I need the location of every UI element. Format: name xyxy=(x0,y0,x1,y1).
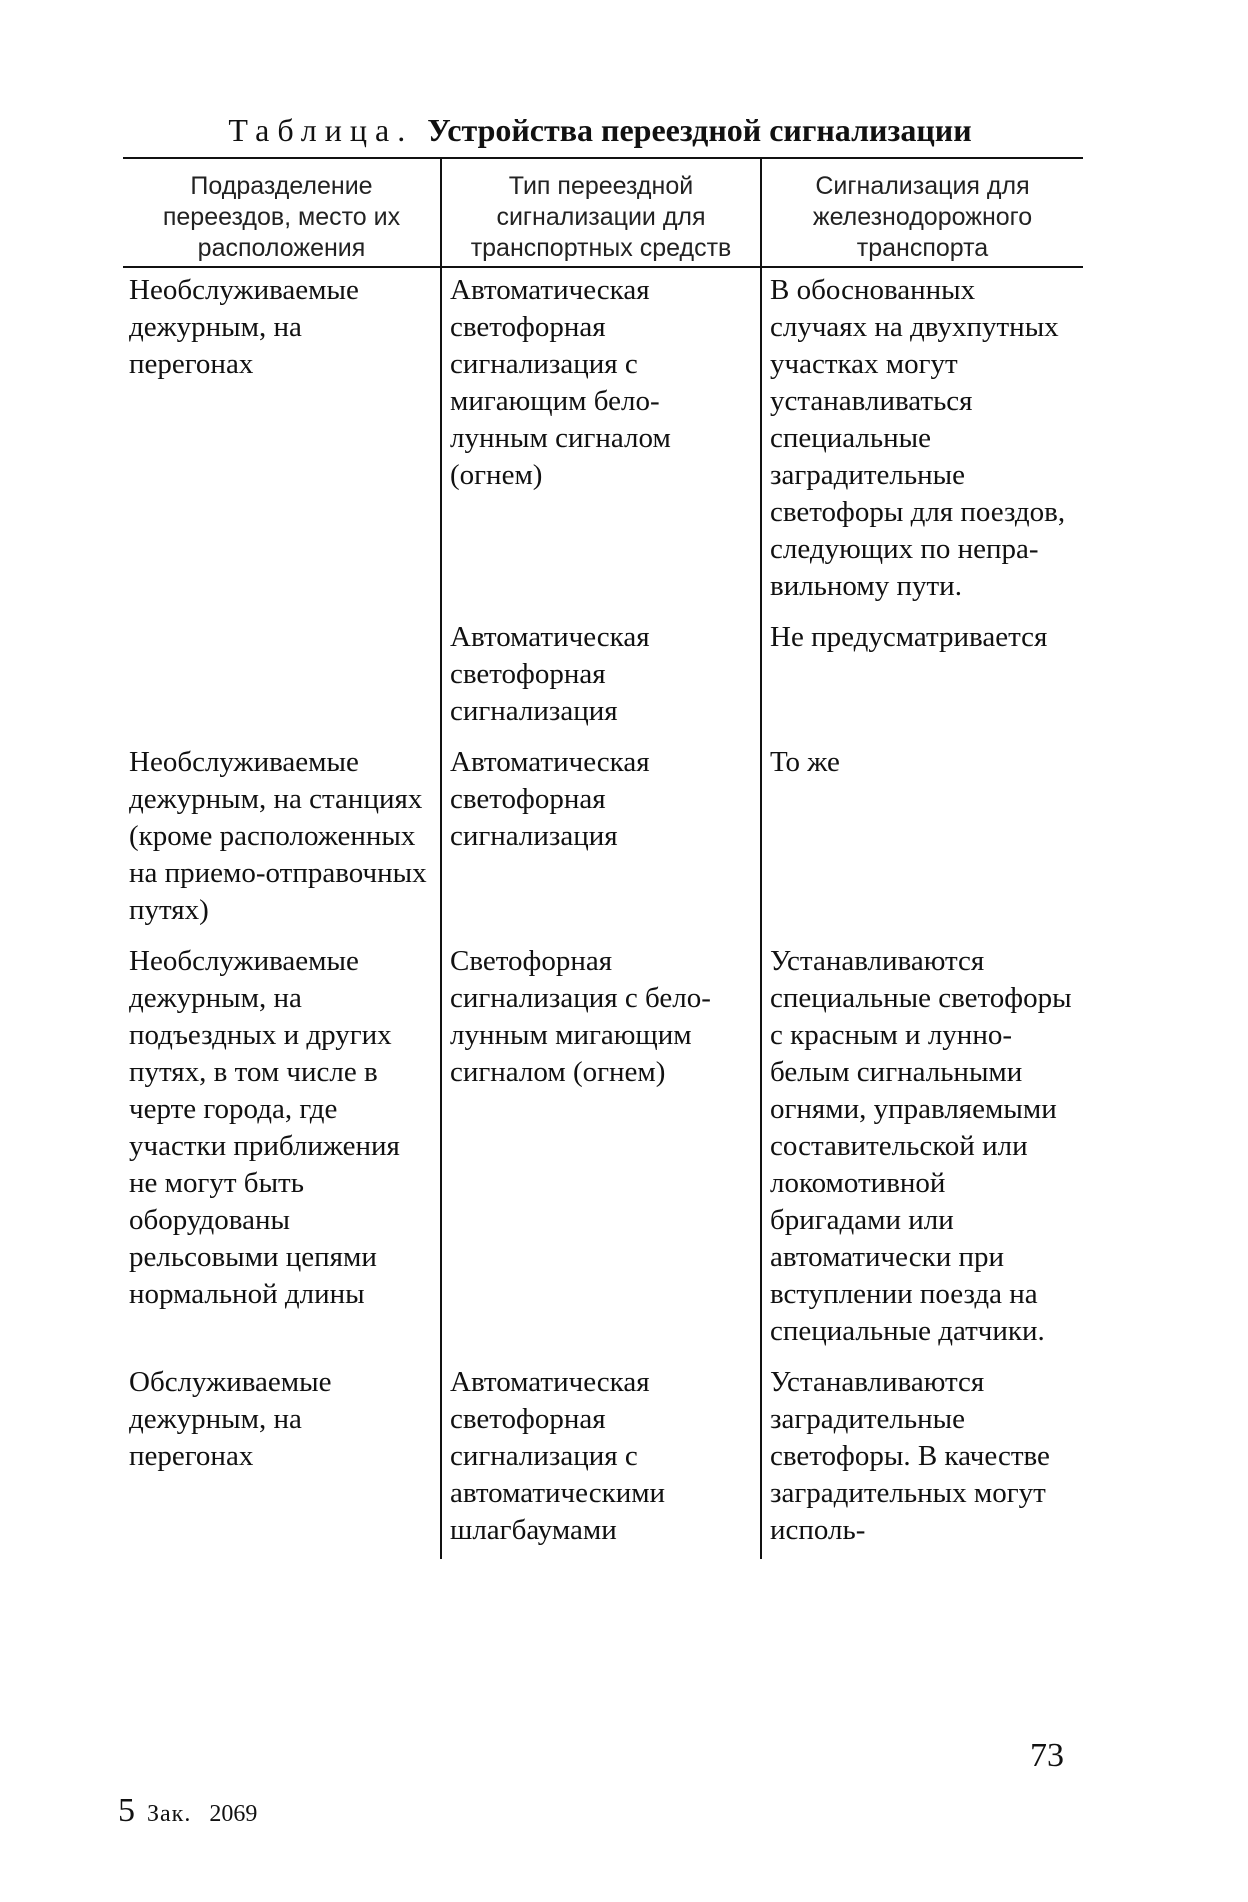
table-body xyxy=(123,267,1083,1559)
cell-rail-signaling: Устанавливаются заградительные светофоры. В качестве заградительных могут исполь- xyxy=(761,1360,1083,1559)
cell-rail-signaling: Не предусматривается xyxy=(761,615,1083,740)
table-header xyxy=(123,158,1083,267)
cell-vehicle-signal-type: Автоматическая светофорная сигнализация xyxy=(441,615,761,740)
page-number: 73 xyxy=(1030,1737,1064,1774)
cell-subdivision: Необслуживаемые дежурным, на перегонах xyxy=(129,274,359,380)
cell-subdivision: Необслуживаемые дежурным, на станциях (кроме расположенных на приемо-отправочных путях) xyxy=(129,746,427,926)
table-title-label: Таблица. xyxy=(228,112,414,148)
order-number: 2069 xyxy=(209,1801,258,1827)
cell-rail-signaling: То же xyxy=(761,740,1083,939)
cell-vehicle-signal-type: Автоматическая светофорная сигнализация с автоматическими шлагбаумами xyxy=(441,1360,761,1559)
table-row xyxy=(123,740,1083,939)
table-header-row xyxy=(123,158,1083,267)
cell-vehicle-signal-type: Автоматическая светофорная сигнализация xyxy=(441,740,761,939)
table-row xyxy=(123,939,1083,1360)
cell-subdivision: Необслуживаемые дежурным, на подъездных и других путях, в том числе в черте города, где участки приближения не могут быть оборудованы рельсовыми цепями нормальной длины xyxy=(129,945,400,1310)
table-title xyxy=(120,110,1080,150)
printer-footer xyxy=(118,1794,257,1831)
cell-rail-signaling: Устанавливаются специальные светофоры с красным и лунно-белым сигнальными огнями, управляемыми составительской или локомотивной бригадами или автоматически при вступлении поезда на специальные датчики. xyxy=(761,939,1083,1360)
order-label: Зак. xyxy=(147,1801,192,1827)
table-row xyxy=(123,615,1083,740)
cell-subdivision: Обслуживаемые дежурным, на перегонах xyxy=(129,1366,332,1472)
header-subdivision: Подразделение переездов, место их расположения xyxy=(162,172,401,262)
table-row xyxy=(123,267,1083,615)
crossing-signal-table xyxy=(123,157,1083,1559)
signature-mark: 5 xyxy=(118,1792,135,1829)
header-rail-signaling: Сигнализация для железнодорожного транспорта xyxy=(761,158,1083,267)
cell-rail-signaling: В обоснованных случаях на двухпутных участках могут устанавливаться специальные заградительные светофоры для поездов, следующих по непра-вильному пути. xyxy=(761,267,1083,615)
cell-vehicle-signal-type: Светофорная сигнализация с бело-лунным мигающим сигналом (огнем) xyxy=(441,939,761,1360)
header-vehicle-signal-type: Тип переездной сигнализации для транспортных средств xyxy=(441,158,761,267)
table-row xyxy=(123,1360,1083,1559)
cell-vehicle-signal-type: Автоматическая светофорная сигнализация с мигающим бело-лунным сигналом (огнем) xyxy=(441,267,761,615)
table-title-name: Устройства переездной сигнализации xyxy=(427,112,972,148)
cell-subdivision xyxy=(123,615,441,740)
